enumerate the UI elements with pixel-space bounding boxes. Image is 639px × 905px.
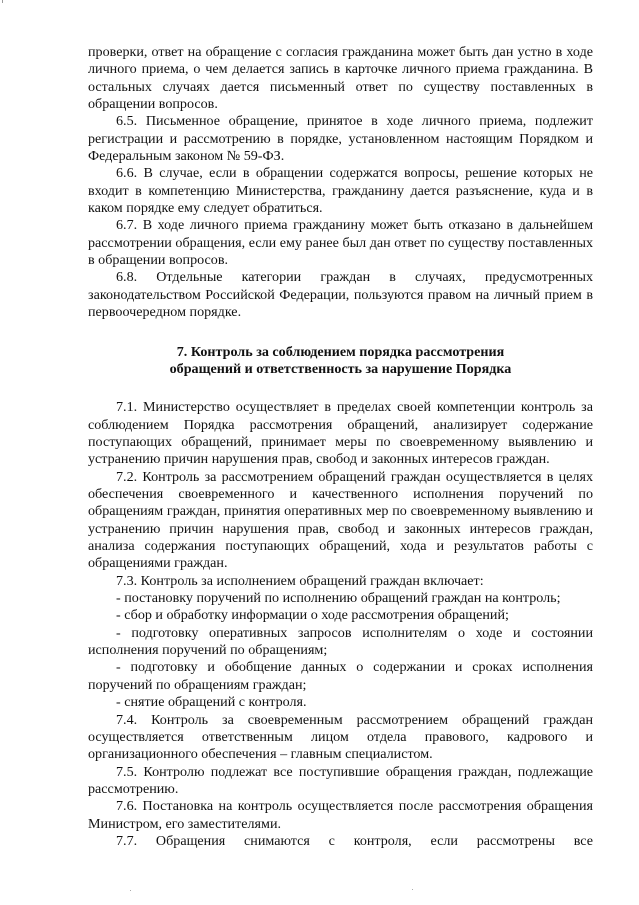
scan-dot bbox=[412, 889, 413, 890]
paragraph: - подготовку оперативных запросов исполнителям о ходе и состоянии исполнения поручений по обращениям; bbox=[88, 624, 593, 659]
paragraph: проверки, ответ на обращение с согласия гражданина может быть дан устно в ходе личного приема, о чем делается запись в карточке личного приема гражданина. В остальных случаях дается письменный ответ по существу поставленных в обращении вопросов. bbox=[88, 44, 593, 113]
heading-line-2: обращений и ответственность за нарушение Порядка bbox=[169, 360, 512, 377]
paragraph: 7.3. Контроль за исполнением обращений граждан включает: bbox=[116, 572, 484, 589]
paragraph: 7.6. Постановка на контроль осуществляется после рассмотрения обращения Министром, его заместителями. bbox=[88, 798, 593, 832]
scan-dot bbox=[130, 890, 131, 891]
section-6-text bbox=[88, 44, 593, 322]
paragraph: 6.7. В ходе личного приема гражданину может быть отказано в дальнейшем рассмотрении обращения, если ему ранее был дан ответ по существу поставленных в обращении вопросов. bbox=[88, 217, 593, 269]
paragraph: - подготовку и обобщение данных о содержании и сроках исполнения поручений по обращениям граждан; bbox=[88, 659, 593, 693]
paragraph: - сбор и обработку информации о ходе рассмотрения обращений; bbox=[116, 607, 509, 624]
paragraph: 7.5. Контролю подлежат все поступившие обращения граждан, подлежащие рассмотрению. bbox=[88, 763, 593, 797]
paragraph: - снятие обращений с контроля. bbox=[116, 694, 307, 711]
heading-line-1: 7. Контроль за соблюдением порядка рассмотрения bbox=[176, 343, 505, 360]
section-7-text bbox=[88, 399, 593, 850]
paragraph: 6.6. В случае, если в обращении содержатся вопросы, решение которых не входит в компетенцию Министерства, гражданину дается разъяснение, куда и в каком порядке ему следует обратиться. bbox=[88, 165, 593, 217]
paragraph: 7.1. Министерство осуществляет в пределах своей компетенции контроль за соблюдением Порядка рассмотрения обращений, анализирует содержание поступающих обращений, принимает меры по своевременному выявлению и устранению причин нарушения прав, свобод и законных интересов граждан. bbox=[88, 399, 593, 468]
paragraph: 7.7. Обращения снимаются с контроля, если рассмотрены все bbox=[116, 832, 593, 849]
document-page bbox=[88, 44, 593, 850]
paragraph: 6.5. Письменное обращение, принятое в ходе личного приема, подлежит регистрации и рассмотрению в порядке, установленном настоящим Порядком и Федеральным законом № 59-ФЗ. bbox=[88, 113, 593, 165]
section-7-heading bbox=[88, 344, 593, 379]
paragraph: - постановку поручений по исполнению обращений граждан на контроль; bbox=[116, 590, 561, 607]
scan-mark bbox=[2, 0, 3, 3]
paragraph: 6.8. Отдельные категории граждан в случаях, предусмотренных законодательством Российской Федерации, пользуются правом на личный прием в первоочередном порядке. bbox=[88, 269, 593, 321]
paragraph: 7.4. Контроль за своевременным рассмотрением обращений граждан осуществляется ответственным лицом отдела правового, кадрового и организационного обеспечения – главным специалистом. bbox=[88, 711, 593, 763]
paragraph: 7.2. Контроль за рассмотрением обращений граждан осуществляется в целях обеспечения своевременного и качественного исполнения поручений по обращениям граждан, принятия оперативных мер по своевременному выявлению и устранению причин нарушения прав, свобод и законных интересов граждан, анализа содержания поступающих обращений, хода и результатов работы с обращениями граждан. bbox=[88, 468, 593, 572]
